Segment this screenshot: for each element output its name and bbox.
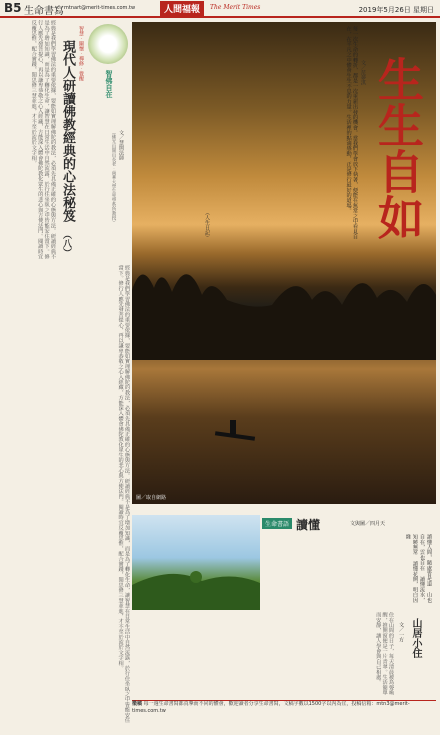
poem-line: 讀懂流水，知曉無常 xyxy=(412,534,425,603)
karst-mountains xyxy=(132,250,436,360)
section-title: 生命書寫 xyxy=(24,6,64,17)
series-tag: 智慧‧關懷‧禪修‧覺醒 xyxy=(78,26,84,81)
article-part: （八） xyxy=(61,230,71,257)
fisherman-figure xyxy=(230,420,236,434)
newspaper-logo: 人間福報 xyxy=(160,1,204,16)
photo-caption: 圖／取自網路 xyxy=(136,495,167,501)
poem-tag: 生命書語 xyxy=(262,518,292,529)
article-body: 經典是我們學習佛法的重要依據，要能如實理解佛陀的教法，必須先具備正確的心態與方法。研讀經典不是為了增加知識，而是為了轉化生命，讓智慧在日常生活中自然流露，於行住坐臥之中皆能安住當下。修行人應先發菩提心，再以謙卑恭敬之心入經藏，方能深入體會佛陀教化眾生的悲心與方便法門。閱讀時宜反覆思惟，配合實踐，聞思修三慧並進，才不至於流於文字相。 xyxy=(117,265,130,723)
feature-author: 文／范夢淇 xyxy=(360,60,366,85)
poem-line: 讀懂人間，隨處皆是道 xyxy=(426,534,432,586)
poem-title: 讀懂 xyxy=(296,518,321,532)
feature-title: 生生自如 xyxy=(371,56,425,240)
poem-lines xyxy=(262,534,432,606)
column-name: 智佛自在 xyxy=(105,70,114,98)
bottom-photo xyxy=(132,515,260,610)
feature-end-note: （人生日記） xyxy=(204,210,210,240)
poem-line: 讀懂花開，明白因緣 xyxy=(405,534,418,603)
footer-label: 徵稿 xyxy=(132,701,143,707)
footer-notice xyxy=(132,700,436,731)
short-body: 住在山間的日子，每天清晨被鳥聲喚醒，推開窗便是一片青翠。生活簡單而安靜，讓人學會與自己相處。 xyxy=(375,612,394,696)
page-header xyxy=(0,0,440,18)
section-url: mtnart@merit-times.com.tw xyxy=(64,5,136,11)
issue-date: 2019年5月26日 星期日 xyxy=(358,6,434,14)
short-author: 文／一方 xyxy=(398,622,404,642)
page-number: B5 xyxy=(4,1,22,15)
poem-line: 山也自在，雲也自在 xyxy=(419,534,432,603)
poem-author: 文與圖／四月天 xyxy=(350,521,386,527)
article-title: 現代人研讀佛教經典的心法秘笈 xyxy=(60,40,75,222)
short-title: 山居小住 xyxy=(410,618,421,658)
newspaper-logo-en: The Merit Times xyxy=(210,4,261,11)
footer-text: 每一週生命書寫都真摯而不同的體會，歡迎讀者分享生命書寫，文稿字數以1500字以內為宜，投稿信箱：mtn3@merit-times.com.tw xyxy=(132,701,410,714)
article-body-top: 經典是我們學習佛法的重要依據，要能如實理解佛陀的教法，必須先具備正確的心態與方法。研讀經典不是為了增加知識，而是為了轉化生命，讓智慧在日常生活中自然流露，於行住坐臥之中皆能安住當下。修行人應先發菩提心，再以謙卑恭敬之心入經藏，方能深入體會佛陀教化眾生的悲心與方便法門。閱讀時宜反覆思惟，配合實踐，聞思修三慧並進，才不至於流於文字相。 xyxy=(30,20,56,260)
lotus-illustration xyxy=(88,24,128,64)
article-author-note: （佛光山開山長老‧南華大學生死學系所教授） xyxy=(111,130,116,225)
feature-body: 每一次生命的轉折，都是一次重新出發的機會。當我們學會放下執著，便能在無常之中看見自在，在平凡之中體會生生不息的力量。生活裡的點滴感動，正是修行最好的道場。 xyxy=(345,26,358,240)
article-author: 文／慧開法師 xyxy=(118,130,124,160)
